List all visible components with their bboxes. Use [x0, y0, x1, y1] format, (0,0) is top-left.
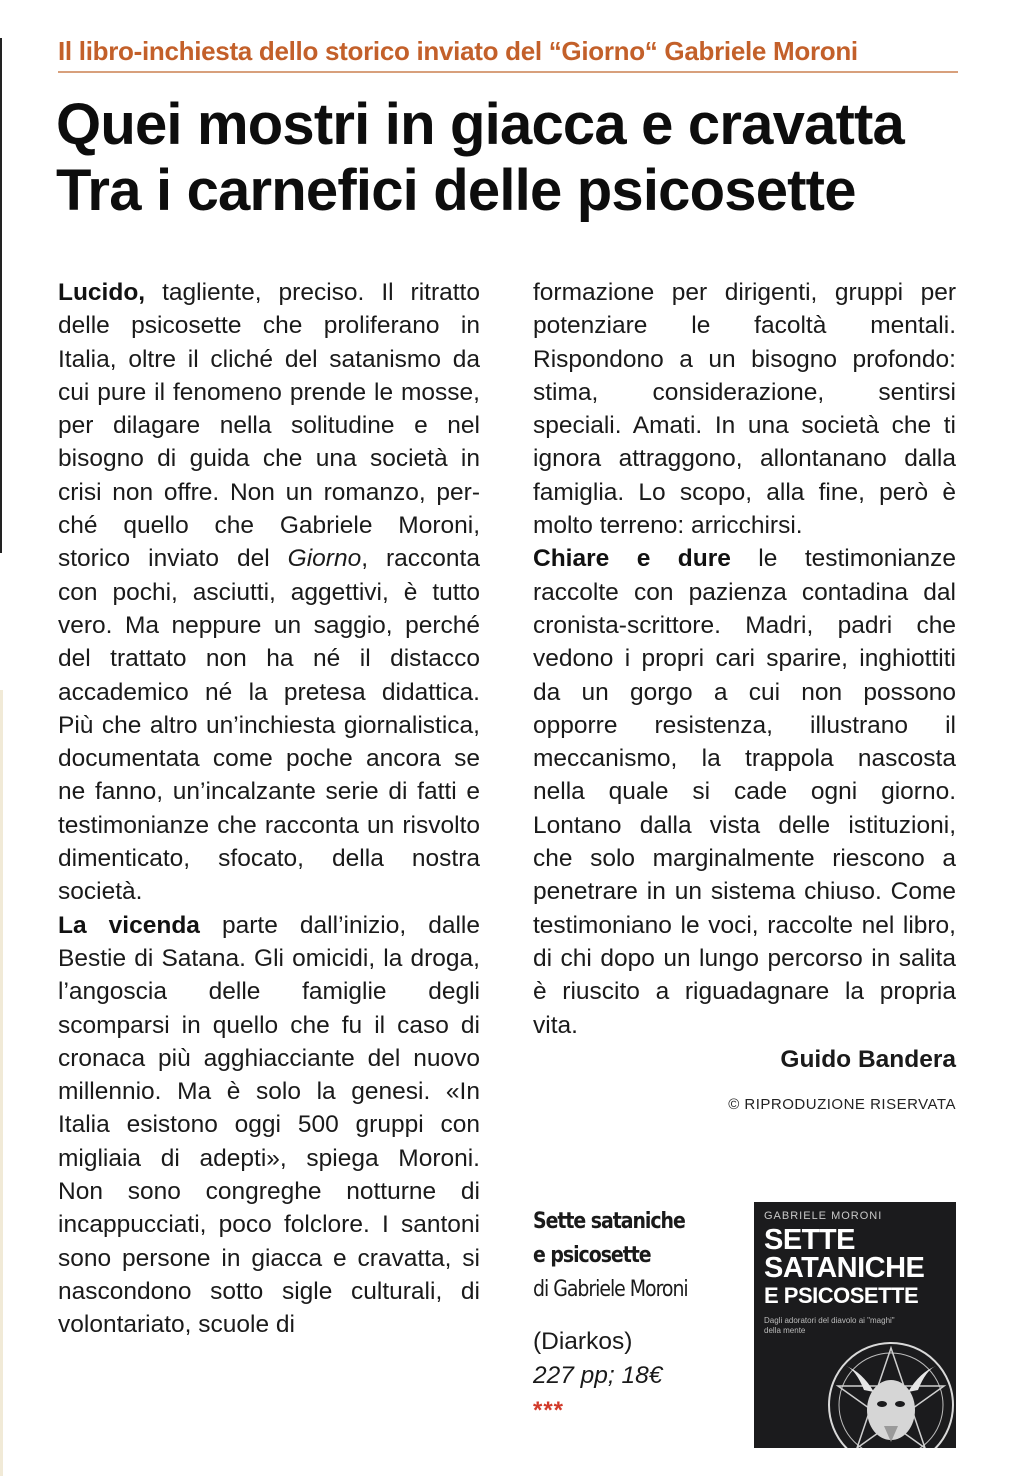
- book-pages-price: 227 pp; 18€: [533, 1362, 663, 1389]
- kicker: Il libro-inchiesta dello storico inviato del “Giorno“ Gabriele Moroni: [58, 36, 958, 73]
- cover-title-line-3: E PSICOSETTE: [764, 1283, 919, 1308]
- book-author-prefix: di: [533, 1277, 554, 1302]
- book-cover: [754, 1202, 956, 1448]
- paragraph-text: le testimonianze raccolte con pazienza contadina dal cronista-scrittore. Madri, padri che vedono i propri cari sparire, inghiottiti da un gorgo a cui non possono opporre resistenza, illustrano il meccanismo, la trappola nascosta nella quale si cade ogni giorno. Lontano dalla vista delle istituzioni, che solo marginalmente riescono a penetrare in un sistema chiuso. Come testimoniano le voci, raccolte nel libro, di chi dopo un lungo percorso in salita è riuscito a riguadagnare la propria vita.: [533, 545, 956, 1039]
- paragraph-lead: La vicenda: [58, 911, 200, 939]
- cover-title-line-1: SETTE: [764, 1224, 855, 1256]
- column-2: [533, 276, 956, 1121]
- book-info: [533, 1205, 743, 1425]
- page-edge-line: [0, 38, 2, 553]
- paragraph-1: [58, 276, 480, 909]
- paragraph-2: [58, 909, 480, 1342]
- paragraph-text: parte dall’inizio, dalle Bestie di Satana. Gli omicidi, la droga, l’angoscia delle famiglie degli scomparsi in quello che fu il caso di cronaca più agghiacciante del nuovo millennio. Ma è solo la genesi. «In Italia esistono oggi 500 gruppi con migliaia di adepti», spiega Moroni. Non sono congreghe notturne di incappucciati, poco folclore. I santoni sono persone in giacca e cravatta, si nascondono sotto sigle culturali, di volontariato, scuole di: [58, 911, 480, 1339]
- cover-subtitle: Dagli adoratori del diavolo ai "maghi" della mente: [764, 1316, 895, 1335]
- column-1: [58, 276, 480, 1342]
- cover-title-line-2: SATANICHE: [764, 1252, 925, 1284]
- copyright-notice: © RIPRODUZIONE RISERVATA: [728, 1095, 956, 1113]
- book-title-line-2: e psicosette: [533, 1243, 651, 1268]
- paragraph-lead: Chiare e dure: [533, 545, 731, 573]
- baphomet-emblem-icon: [816, 1330, 956, 1448]
- page-edge-shadow: [0, 690, 3, 1476]
- cover-title: [764, 1226, 924, 1310]
- paragraph-text: , racconta con pochi, asciutti, aggettivi, è tutto vero. Ma neppure un saggio, perché del trattato non ha né il distacco accademico né la pretesa didattica. Più che altro un’inchiesta giornalistica, documentata come poche ancora se ne fanno, un’incalzante serie di fatti e testimonianze che racconta un risvolto dimenticato, sfocato, della nostra società.: [58, 545, 480, 906]
- headline: [56, 92, 986, 224]
- book-title-line-1: Sette sataniche: [533, 1209, 685, 1234]
- cover-author: GABRIELE MORONI: [764, 1210, 883, 1222]
- article-author: Guido Bandera: [780, 1045, 956, 1073]
- book-publisher: (Diarkos): [533, 1328, 633, 1355]
- headline-line-2: Tra i carnefici delle psicosette: [56, 158, 856, 223]
- paragraph-text: formazione per dirigenti, gruppi per potenziare le facoltà mentali. Rispondono a un bisogno profondo: stima, considerazione, sentirsi speciali. Amati. In una società che ti ignora attraggono, allontanano dalla famiglia. Lo scopo, alla fine, però è molto terreno: arricchirsi.: [533, 279, 956, 540]
- paragraph-lead: Lucido,: [58, 279, 146, 306]
- book-author-name: Gabriele Moroni: [553, 1277, 688, 1302]
- paragraph-text: tagliente, preciso. Il ritratto delle psicosette che proliferano in Italia, oltre il cliché del satanismo da cui pure il fenomeno prende le mosse, per dilagare nella solitudine e nel bisogno di guida che una società in crisi non offre. Non un romanzo, perché quello che Gabriele Moroni, storico inviato del: [58, 279, 480, 573]
- headline-line-1: Quei mostri in giacca e cravatta: [56, 92, 904, 157]
- paragraph-3: [533, 276, 956, 542]
- paragraph-4: [533, 542, 956, 1041]
- book-rating-stars: ***: [533, 1397, 565, 1424]
- book-author: [533, 1273, 714, 1307]
- newspaper-name: Giorno: [287, 545, 362, 573]
